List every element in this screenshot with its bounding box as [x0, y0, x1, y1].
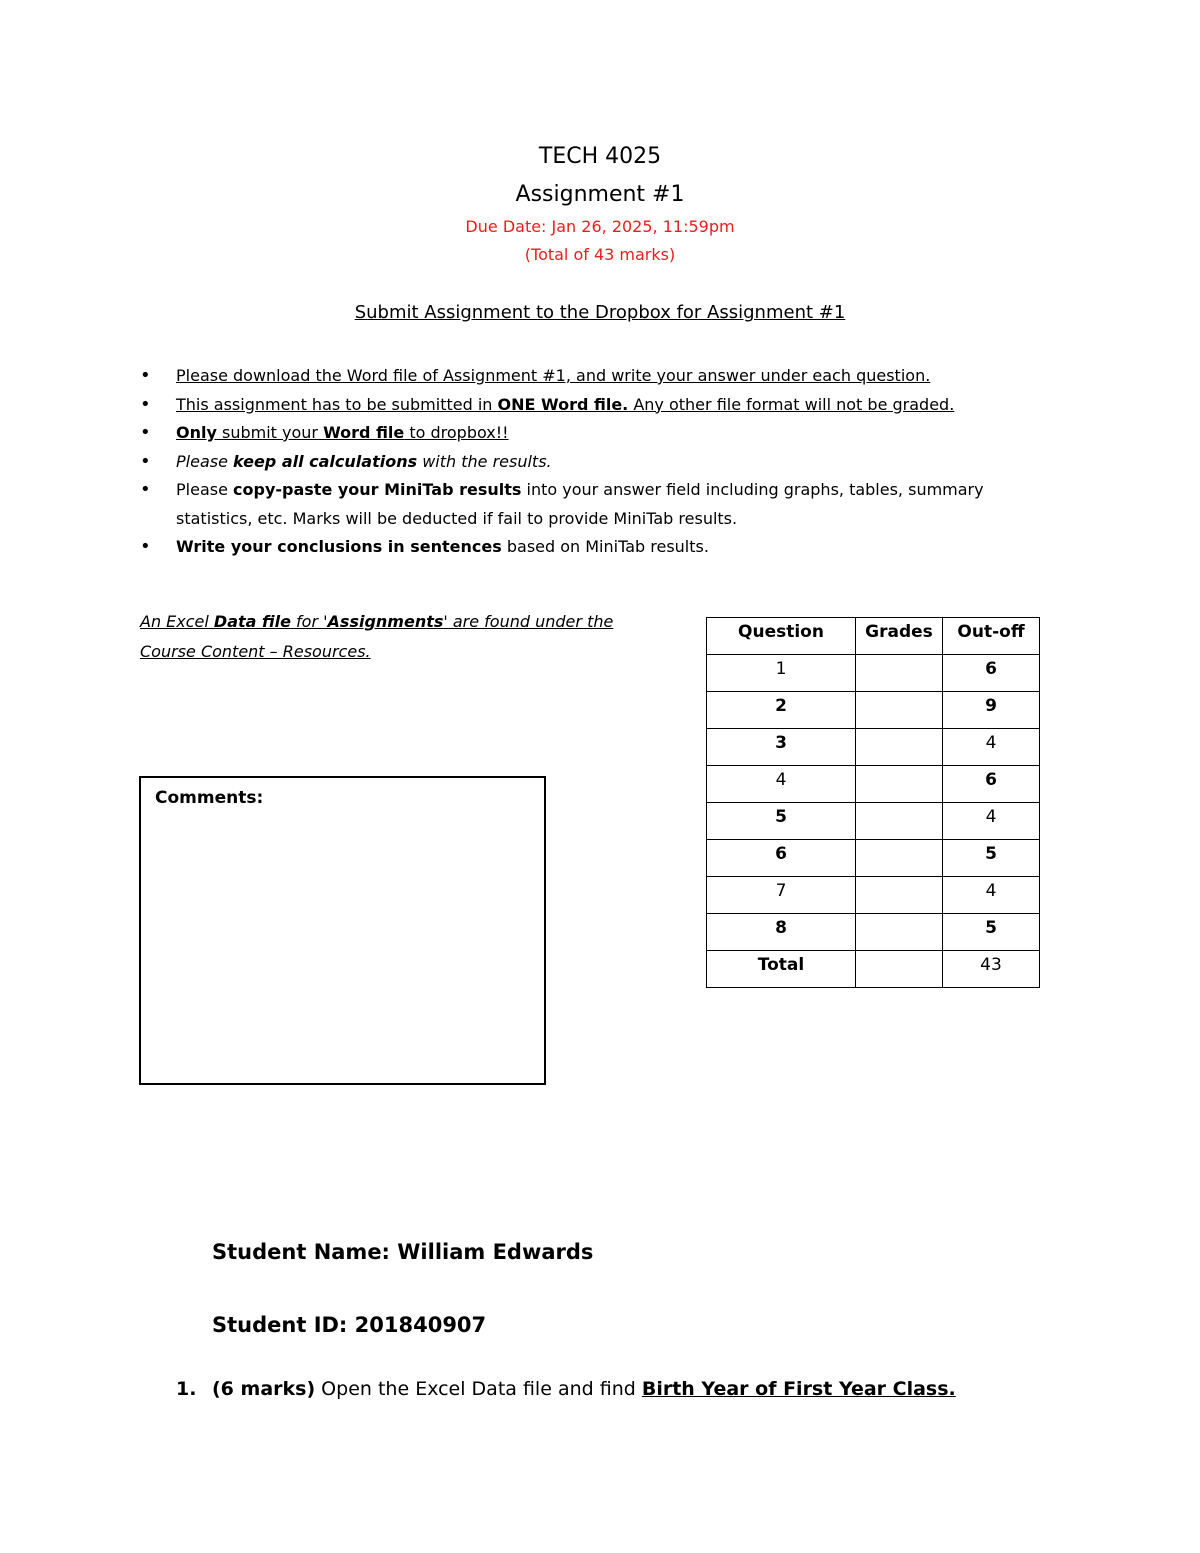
cell-total-label: Total	[707, 951, 856, 988]
cell-out-of: 6	[943, 766, 1040, 803]
cell-question: 3	[707, 729, 856, 766]
cell-out-of: 4	[943, 803, 1040, 840]
due-date: Due Date: Jan 26, 2025, 11:59pm	[465, 217, 735, 236]
cell-total-grade[interactable]	[856, 951, 943, 988]
cell-total-out-of: 43	[943, 951, 1040, 988]
grades-table	[706, 617, 1040, 988]
instruction-text: submit your	[216, 423, 324, 442]
note-emphasis: Data file	[213, 612, 291, 631]
instruction-item	[140, 362, 1040, 391]
submit-note: Submit Assignment to the Dropbox for Assignment #1	[354, 302, 846, 323]
table-total-row	[707, 951, 1040, 988]
table-row	[707, 692, 1040, 729]
instruction-text: into your answer field including graphs, tables, summary statistics, etc. Marks will be deducted if fail to provide MiniTab results.	[176, 480, 984, 528]
cell-grade[interactable]	[856, 877, 943, 914]
instruction-text: Please download the Word file of Assignment #1, and write your answer under each question.	[176, 366, 931, 385]
instructions-list	[140, 362, 1040, 562]
cell-grade[interactable]	[856, 692, 943, 729]
instruction-text: Any other file format will not be graded.	[628, 394, 955, 414]
cell-question: 4	[707, 766, 856, 803]
table-row	[707, 914, 1040, 951]
instruction-item	[140, 476, 1040, 533]
cell-question: 6	[707, 840, 856, 877]
instruction-item	[140, 533, 1040, 562]
instruction-emphasis: Word file	[323, 423, 405, 442]
instruction-item	[140, 419, 1040, 448]
instruction-emphasis: Only	[176, 423, 217, 442]
header-grades: Grades	[856, 618, 943, 655]
question-1	[176, 1378, 956, 1400]
cell-out-of: 4	[943, 877, 1040, 914]
cell-question: 8	[707, 914, 856, 951]
table-row	[707, 729, 1040, 766]
cell-grade[interactable]	[856, 840, 943, 877]
cell-grade[interactable]	[856, 766, 943, 803]
question-text: Open the Excel Data file and find	[315, 1378, 642, 1400]
cell-out-of: 6	[943, 655, 1040, 692]
cell-question: 2	[707, 692, 856, 729]
cell-grade[interactable]	[856, 803, 943, 840]
student-name: Student Name: William Edwards	[212, 1240, 594, 1264]
cell-grade[interactable]	[856, 729, 943, 766]
instruction-text: Please	[176, 480, 234, 499]
total-marks: (Total of 43 marks)	[524, 245, 676, 264]
table-row	[707, 877, 1040, 914]
instruction-item	[140, 391, 1040, 420]
course-title: TECH 4025	[538, 144, 662, 169]
table-header-row	[707, 618, 1040, 655]
cell-grade[interactable]	[856, 914, 943, 951]
question-target: Birth Year of First Year Class.	[641, 1378, 956, 1400]
cell-out-of: 4	[943, 729, 1040, 766]
assignment-title: Assignment #1	[515, 182, 685, 207]
cell-out-of: 5	[943, 840, 1040, 877]
note-emphasis: Assignments	[327, 612, 444, 631]
instruction-emphasis: ONE Word file.	[497, 394, 629, 414]
note-text: ' are found under the Course Content – Resources.	[140, 612, 614, 661]
comments-box[interactable]	[139, 776, 546, 1085]
table-row	[707, 840, 1040, 877]
question-marks: (6 marks)	[212, 1378, 316, 1400]
instruction-text: based on MiniTab results.	[501, 537, 709, 556]
instruction-text: Please	[176, 451, 234, 471]
table-row	[707, 803, 1040, 840]
instruction-text: with the results.	[417, 451, 552, 471]
instruction-emphasis: Write your conclusions in sentences	[176, 537, 502, 556]
note-text: An Excel	[140, 612, 214, 631]
data-file-note	[140, 607, 660, 667]
instruction-text: to dropbox!!	[404, 423, 509, 442]
instruction-emphasis: copy-paste your MiniTab results	[233, 480, 522, 499]
instruction-emphasis: keep all calculations	[233, 451, 418, 471]
cell-out-of: 9	[943, 692, 1040, 729]
header-out-of: Out-off	[943, 618, 1040, 655]
note-text: for '	[290, 612, 328, 631]
cell-out-of: 5	[943, 914, 1040, 951]
table-row	[707, 655, 1040, 692]
student-id: Student ID: 201840907	[212, 1313, 487, 1337]
question-number: 1.	[176, 1378, 197, 1400]
cell-question: 7	[707, 877, 856, 914]
header-question: Question	[707, 618, 856, 655]
instruction-item	[140, 448, 1040, 477]
cell-question: 5	[707, 803, 856, 840]
cell-grade[interactable]	[856, 655, 943, 692]
table-row	[707, 766, 1040, 803]
cell-question: 1	[707, 655, 856, 692]
instruction-text: This assignment has to be submitted in	[176, 394, 498, 414]
comments-label: Comments:	[155, 788, 264, 808]
